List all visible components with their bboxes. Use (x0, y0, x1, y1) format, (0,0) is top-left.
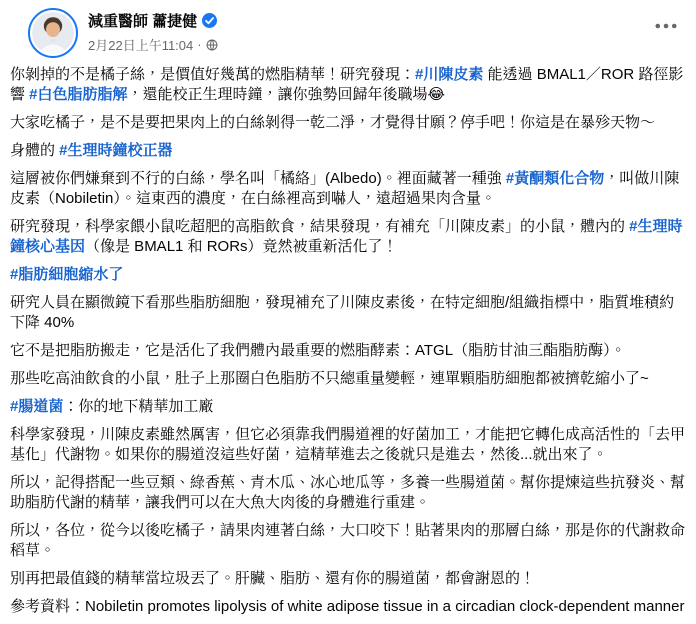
post-paragraph: 這層被你們嫌棄到不行的白絲，學名叫「橘絡」(Albedo)。裡面藏著一種強 #黃酮類化合物，叫做川陳皮素（Nobiletin）。這東西的濃度，在白絲裡高到嚇人，遠超過果肉含量。 (10, 170, 680, 207)
post-paragraph: 所以，各位，從今以後吃橘子，請果肉連著白絲，大口咬下！貼著果肉的那層白絲，那是你的代謝救命稻草。 (10, 522, 686, 559)
post-timestamp[interactable]: 2月22日上午11:04 (88, 38, 194, 53)
post-paragraph: 研究發現，科學家餵小鼠吃超肥的高脂飲食，結果發現，有補充「川陳皮素」的小鼠，體內的 #生理時鐘核心基因（像是 BMAL1 和 RORs）竟然被重新活化了！ (10, 218, 683, 255)
post-paragraph: 參考資料：Nobiletin promotes lipolysis of white adipose tissue in a circadian clock-dependent manner (10, 598, 685, 615)
post-paragraph: 大家吃橘子，是不是要把果肉上的白絲剝得一乾二淨，才覺得甘願？停手吧！你這是在暴殄天物～ (10, 114, 656, 131)
post-paragraph: 它不是把脂肪搬走，它是活化了我們體內最重要的燃脂酵素：ATGL（脂肪甘油三酯脂肪酶）。 (10, 342, 626, 359)
verified-badge-icon (202, 13, 217, 28)
avatar-photo (32, 12, 74, 54)
post-paragraph: 你剝掉的不是橘子絲，是價值好幾萬的燃脂精華！研究發現：#川陳皮素 能透過 BMAL1／ROR 路徑影響 #白色脂肪脂解，還能校正生理時鐘，讓你強勢回歸年後職場😂 (10, 66, 684, 103)
post-paragraph: 研究人員在顯微鏡下看那些脂肪細胞，發現補充了川陳皮素後，在特定細胞/組織指標中，脂質堆積約下降 40% (10, 294, 675, 331)
more-options-button[interactable] (652, 16, 680, 36)
hashtag-link[interactable]: #川陳皮素 (415, 66, 484, 83)
hashtag-link[interactable]: #腸道菌 (10, 398, 64, 415)
post-content (0, 62, 696, 617)
post-paragraph: 所以，記得搭配一些豆類、綠香蕉、青木瓜、冰心地瓜等，多養一些腸道菌。幫你提煉這些抗發炎、幫助脂肪代謝的精華，讓我們可以在大魚大肉後的身體進行重建。 (10, 474, 686, 511)
post-paragraph: 別再把最值錢的精華當垃圾丟了。肝臟、脂肪、還有你的腸道菌，都會謝恩的！ (10, 570, 536, 587)
header-info (88, 8, 218, 54)
post-paragraph: 科學家發現，川陳皮素雖然厲害，但它必須靠我們腸道裡的好菌加工，才能把它轉化成高活性的「去甲基化」代謝物。如果你的腸道沒這些好菌，這精華進去之後就只是進去，然後...就出來了。 (10, 426, 686, 463)
page-name[interactable]: 減重醫師 蕭捷健 (88, 13, 198, 30)
meta-row (88, 35, 218, 54)
post-paragraph: #腸道菌：你的地下精華加工廠 (10, 398, 214, 415)
hashtag-link[interactable]: #脂肪細胞縮水了 (10, 266, 124, 283)
post-paragraph: 身體的 #生理時鐘校正器 (10, 142, 173, 159)
hashtag-link[interactable]: #生理時鐘校正器 (59, 142, 173, 159)
hashtag-link[interactable]: #黃酮類化合物 (505, 170, 605, 187)
avatar[interactable] (28, 8, 78, 58)
name-row (88, 10, 218, 31)
globe-icon (206, 39, 218, 51)
hashtag-link[interactable]: #生理時鐘核心基因 (10, 218, 683, 255)
ellipsis-icon (655, 23, 677, 29)
post-header (0, 0, 696, 62)
post-paragraph: 那些吃高油飲食的小鼠，肚子上那圈白色脂肪不只總重量變輕，連單顆脂肪細胞都被擠乾縮小了~ (10, 370, 649, 387)
hashtag-link[interactable]: #白色脂肪脂解 (29, 86, 128, 103)
meta-separator: · (197, 37, 202, 52)
post-paragraph (10, 265, 688, 285)
